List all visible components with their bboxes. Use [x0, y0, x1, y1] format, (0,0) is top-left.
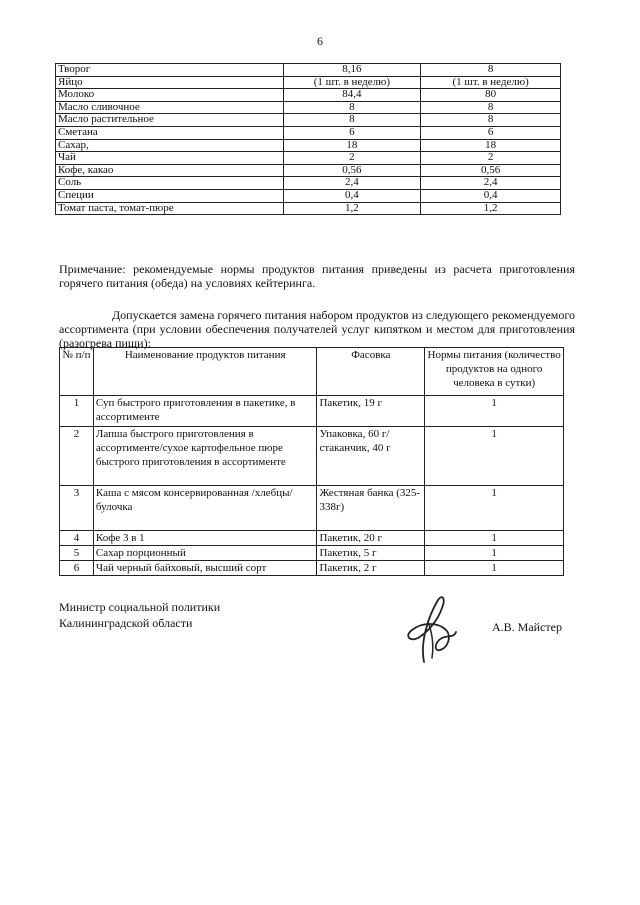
assortment-cell-norm: 1 [425, 396, 564, 427]
norms-cell-product: Соль [56, 177, 284, 190]
assortment-row [60, 546, 564, 561]
norms-cell-product: Сахар, [56, 139, 284, 152]
norms-cell-col1: 2,4 [283, 177, 421, 190]
norms-row [56, 189, 561, 202]
norms-cell-col1: 6 [283, 126, 421, 139]
assortment-row [60, 427, 564, 486]
assortment-cell-num: 4 [60, 531, 94, 546]
norms-cell-col1: 8 [283, 114, 421, 127]
assortment-row [60, 486, 564, 531]
norms-row [56, 164, 561, 177]
norms-cell-col1: 2 [283, 152, 421, 165]
assortment-cell-norm: 1 [425, 531, 564, 546]
assortment-cell-packaging: Пакетик, 20 г [317, 531, 425, 546]
assortment-cell-packaging: Пакетик, 5 г [317, 546, 425, 561]
norms-cell-col1: 8,16 [283, 64, 421, 77]
assortment-cell-packaging: Упаковка, 60 г/стаканчик, 40 г [317, 427, 425, 486]
assortment-cell-packaging: Пакетик, 19 г [317, 396, 425, 427]
assortment-cell-num: 3 [60, 486, 94, 531]
norms-cell-col2: 1,2 [421, 202, 561, 215]
assortment-cell-name: Кофе 3 в 1 [93, 531, 317, 546]
norms-row [56, 152, 561, 165]
norms-cell-col2: 8 [421, 101, 561, 114]
assortment-cell-norm: 1 [425, 486, 564, 531]
assortment-table [59, 347, 564, 576]
norms-cell-col1: 0,56 [283, 164, 421, 177]
norms-cell-col2: 2 [421, 152, 561, 165]
norms-row [56, 76, 561, 89]
header-norm: Нормы питания (количество продуктов на одного человека в сутки) [425, 348, 564, 396]
norms-cell-col1: 1,2 [283, 202, 421, 215]
norms-cell-product: Масло растительное [56, 114, 284, 127]
norms-row [56, 101, 561, 114]
norms-cell-col1: 8 [283, 101, 421, 114]
norms-cell-col1: 0,4 [283, 189, 421, 202]
header-name: Наименование продуктов питания [93, 348, 317, 396]
assortment-cell-num: 5 [60, 546, 94, 561]
norms-cell-product: Томат паста, томат-пюре [56, 202, 284, 215]
norms-cell-col2: 0,56 [421, 164, 561, 177]
norms-cell-col2: (1 шт. в неделю) [421, 76, 561, 89]
norms-cell-col2: 80 [421, 89, 561, 102]
norms-row [56, 89, 561, 102]
norms-cell-product: Яйцо [56, 76, 284, 89]
assortment-row [60, 531, 564, 546]
norms-row [56, 64, 561, 77]
position-line-2: Калининградской области [59, 616, 193, 630]
norms-cell-col2: 0,4 [421, 189, 561, 202]
assortment-cell-norm: 1 [425, 561, 564, 576]
assortment-row [60, 396, 564, 427]
norms-cell-col2: 6 [421, 126, 561, 139]
norms-row [56, 139, 561, 152]
assortment-cell-packaging: Жестяная банка (325- 338г) [317, 486, 425, 531]
header-packaging: Фасовка [317, 348, 425, 396]
signatory-name: А.В. Майстер [492, 620, 562, 634]
assortment-row [60, 561, 564, 576]
norms-cell-product: Кофе, какао [56, 164, 284, 177]
assortment-cell-name: Сахар порционный [93, 546, 317, 561]
assortment-cell-name: Чай черный байховый, высший сорт [93, 561, 317, 576]
assortment-cell-name: Лапша быстрого приготовления в ассортименте/сухое картофельное пюре быстрого приготовления в ассортименте [93, 427, 317, 486]
norms-cell-col2: 18 [421, 139, 561, 152]
norms-cell-col1: 18 [283, 139, 421, 152]
assortment-cell-norm: 1 [425, 546, 564, 561]
norms-cell-col1: (1 шт. в неделю) [283, 76, 421, 89]
assortment-cell-num: 6 [60, 561, 94, 576]
norms-cell-col2: 8 [421, 64, 561, 77]
note-replacement: Допускается замена горячего питания набором продуктов из следующего рекомендуемого ассортимента (при условии обеспечения получателей услуг кипятком и местом для приготовления (разогрева пищи): [59, 308, 575, 350]
norms-cell-col1: 84,4 [283, 89, 421, 102]
norms-cell-col2: 8 [421, 114, 561, 127]
norms-row [56, 177, 561, 190]
assortment-cell-norm: 1 [425, 427, 564, 486]
norms-cell-product: Специи [56, 189, 284, 202]
assortment-cell-packaging: Пакетик, 2 г [317, 561, 425, 576]
handwritten-signature [398, 592, 468, 667]
page-number: 6 [317, 34, 323, 48]
norms-cell-product: Творог [56, 64, 284, 77]
norms-row [56, 114, 561, 127]
assortment-header-row [60, 348, 564, 396]
header-num: № п/п [60, 348, 94, 396]
note-recommended-norms: Примечание: рекомендуемые нормы продуктов питания приведены из расчета приготовления горячего питания (обеда) на условиях кейтеринга. [59, 262, 575, 290]
assortment-cell-name: Суп быстрого приготовления в пакетике, в ассортименте [93, 396, 317, 427]
assortment-cell-num: 1 [60, 396, 94, 427]
norms-cell-product: Чай [56, 152, 284, 165]
signatory-position [59, 599, 220, 631]
norms-cell-product: Масло сливочное [56, 101, 284, 114]
norms-cell-product: Молоко [56, 89, 284, 102]
norms-table [55, 63, 561, 215]
norms-cell-product: Сметана [56, 126, 284, 139]
position-line-1: Министр социальной политики [59, 600, 221, 614]
assortment-cell-num: 2 [60, 427, 94, 486]
norms-row [56, 202, 561, 215]
norms-row [56, 126, 561, 139]
assortment-cell-name: Каша с мясом консервированная /хлебцы/булочка [93, 486, 317, 531]
norms-cell-col2: 2,4 [421, 177, 561, 190]
